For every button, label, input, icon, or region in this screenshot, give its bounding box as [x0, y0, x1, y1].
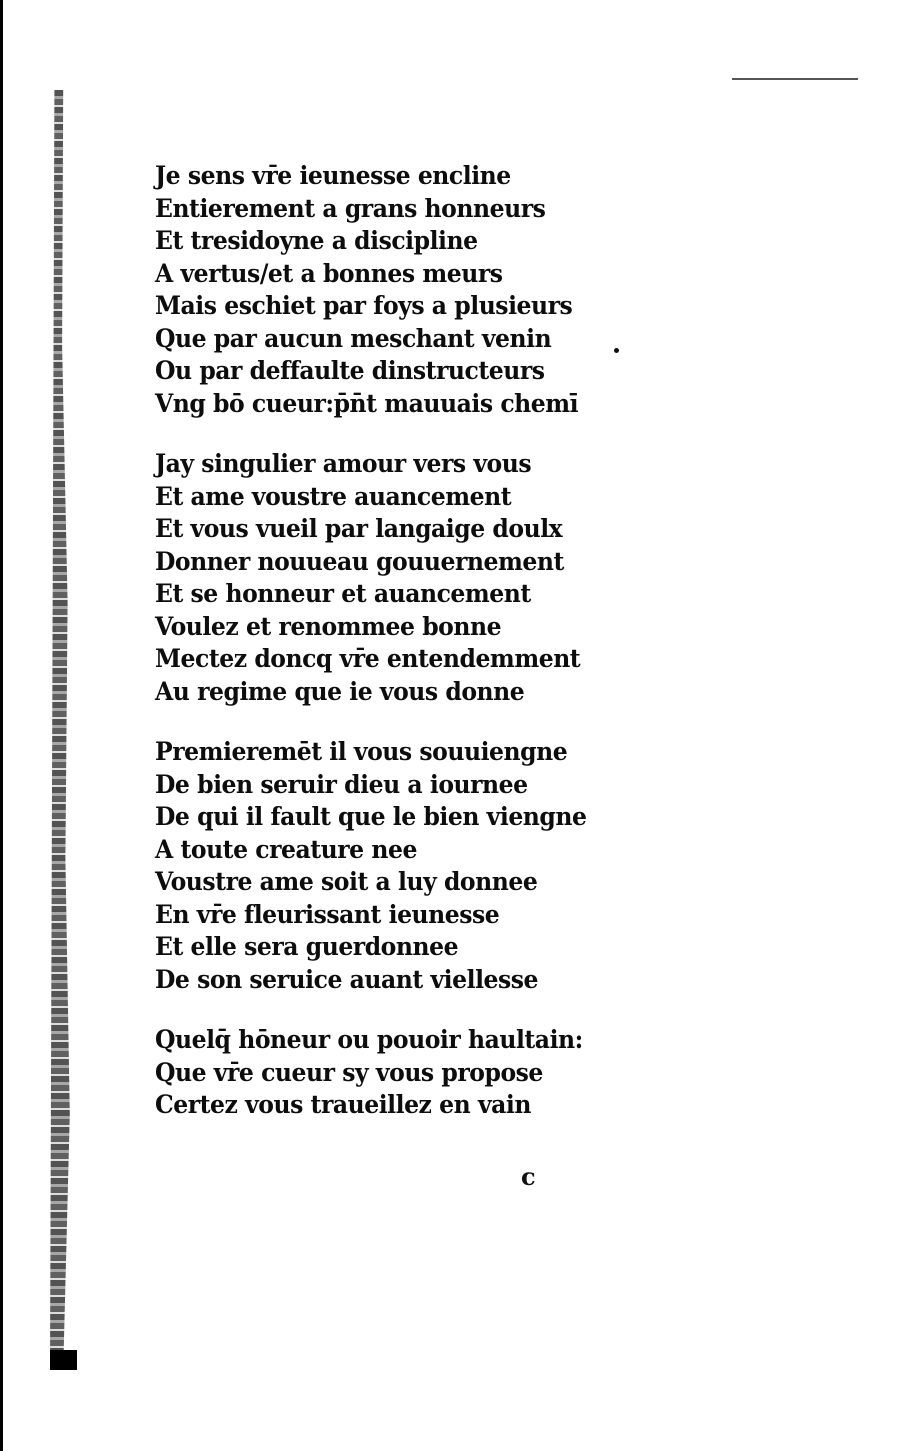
verse-line: Et elle sera guerdonnee	[155, 932, 459, 961]
stanza-4	[155, 1024, 625, 1122]
verse-line: Vng bō cueur:p̄n̄t mauuais chemī	[155, 388, 579, 418]
verse-line: Et vous vueil par langaige doulx	[155, 514, 563, 543]
verse-line: A vertus/et a bonnes meurs	[155, 258, 503, 288]
verse-line: Certez vous traueillez en vain	[155, 1090, 531, 1119]
verse-line: Mais eschiet par foys a plusieurs	[155, 291, 573, 320]
stanza-1	[155, 160, 625, 420]
page-left-border	[0, 0, 3, 1451]
poem-text	[155, 160, 625, 1150]
verse-line: Premieremēt il vous souuiengne	[155, 737, 568, 766]
gutter-shadow	[50, 90, 72, 1370]
ink-speck	[614, 348, 619, 353]
verse-line: Et se honneur et auancement	[155, 579, 531, 608]
stanza-3	[155, 736, 625, 996]
verse-line: Quelq̄ hōneur ou pouoir haultain:	[155, 1025, 583, 1054]
verse-line: De qui il fault que le bien viengne	[155, 802, 587, 831]
verse-line: Voustre ame soit a luy donnee	[155, 867, 538, 896]
header-rule	[732, 78, 858, 80]
verse-line: Au regime que ie vous donne	[155, 676, 525, 706]
verse-line: Mectez doncq vr̄e entendemment	[155, 644, 581, 673]
verse-line: Jay singulier amour vers vous	[155, 449, 532, 478]
verse-line: Ou par deffaulte dinstructeurs	[155, 356, 545, 385]
verse-line: Entierement a grans honneurs	[155, 193, 546, 223]
verse-line: Que vr̄e cueur sy vous propose	[155, 1057, 543, 1087]
verse-line: Et tresidoyne a discipline	[155, 226, 478, 255]
verse-line: Donner nouueau gouuernement	[155, 546, 564, 576]
verse-line: De son seruice auant viellesse	[155, 964, 539, 994]
verse-line: En vr̄e fleurissant ieunesse	[155, 899, 500, 929]
verse-line: Et ame voustre auancement	[155, 481, 512, 511]
verse-line: A toute creature nee	[155, 834, 417, 864]
verse-line: De bien seruir dieu a iournee	[155, 769, 528, 799]
gutter-block	[50, 1350, 77, 1370]
verse-line: Je sens vr̄e ieunesse encline	[155, 161, 511, 190]
verse-line: Que par aucun meschant venin	[155, 323, 552, 353]
signature-mark: c	[521, 1162, 536, 1191]
stanza-2	[155, 448, 625, 708]
verse-line: Voulez et renommee bonne	[155, 611, 502, 641]
